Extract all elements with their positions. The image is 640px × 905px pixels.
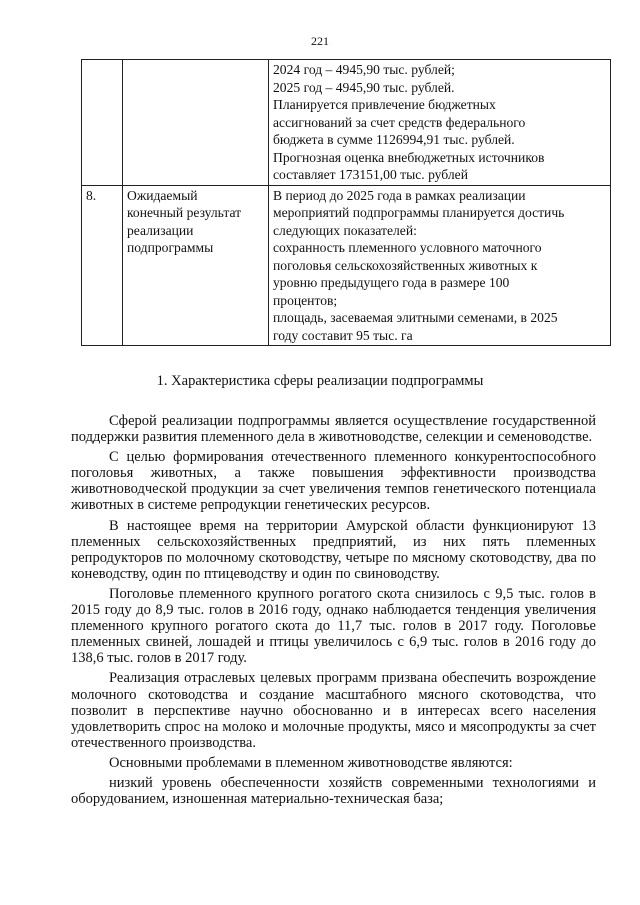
content-line: процентов;	[273, 292, 338, 308]
row-content-cell	[269, 185, 611, 346]
content-line: 2024 год – 4945,90 тыс. рублей;	[273, 62, 455, 77]
content-line: поголовья сельскохозяйственных животных к	[273, 257, 538, 273]
row-number-cell	[82, 60, 123, 186]
table-row	[82, 60, 611, 186]
label-line: конечный результат	[127, 205, 242, 220]
label-line: Ожидаемый	[127, 187, 198, 203]
paragraph: Реализация отраслевых целевых программ призвана обеспечить возрождение молочного скотоводства и создание масштабного мясного скотоводства, что позволит в перспективе научно обоснованно и в интересах всего населения удовлетворить спрос на молоко и молочные продукты, мясо и мясопродукты за счет отечественного производства.	[71, 670, 596, 751]
row-label-cell	[123, 60, 269, 186]
paragraph: Сферой реализации подпрограммы является осуществление государственной поддержки развития племенного дела в животноводстве, селекции и семеноводстве.	[71, 413, 596, 446]
content-line: мероприятий подпрограммы планируется достичь	[273, 205, 565, 220]
row-number-cell: 8.	[82, 185, 123, 346]
paragraph: Основными проблемами в племенном животноводстве являются:	[109, 754, 513, 771]
paragraph: В настоящее время на территории Амурской области функционируют 13 племенных сельскохозяйственных предприятий, из них пять племенных репродукторов по молочному скотоводству, четыре по мясному скотоводству, два по коневодству, один по птицеводству и один по свиноводству.	[71, 517, 596, 582]
paragraph: С целью формирования отечественного племенного конкурентоспособного поголовья животных, а также повышения эффективности производства животноводческой продукции за счет увеличения темпов генетического потенциала животных в системе репродукции генетических ресурсов.	[71, 449, 596, 514]
content-line: бюджета в сумме 1126994,91 тыс. рублей.	[273, 132, 515, 147]
label-line: подпрограммы	[127, 240, 214, 255]
subprogram-passport-table	[81, 59, 611, 346]
content-line: площадь, засеваемая элитными семенами, в 2025	[273, 310, 558, 325]
row-label-cell	[123, 185, 269, 346]
paragraph: низкий уровень обеспеченности хозяйств современными технологиями и оборудованием, изношенная материально-техническая база;	[71, 774, 596, 808]
content-line: следующих показателей:	[273, 222, 417, 238]
content-line: В период до 2025 года в рамках реализации	[273, 187, 526, 203]
content-line: 2025 год – 4945,90 тыс. рублей.	[273, 79, 455, 95]
content-line: составляет 173151,00 тыс. рублей	[273, 167, 468, 182]
content-line: ассигнований за счет средств федерального	[273, 114, 526, 130]
label-line: реализации	[127, 222, 194, 238]
row-content-cell	[269, 60, 611, 186]
section-heading: 1. Характеристика сферы реализации подпрограммы	[156, 373, 484, 389]
content-line: уровню предыдущего года в размере 100	[273, 275, 510, 290]
content-line: году составит 95 тыс. га	[273, 327, 413, 343]
body-text	[71, 413, 596, 811]
content-line: Планируется привлечение бюджетных	[273, 97, 496, 112]
content-line: сохранность племенного условного маточного	[273, 240, 542, 255]
content-line: Прогнозная оценка внебюджетных источников	[273, 149, 545, 165]
table-row	[82, 185, 611, 346]
page-number: 221	[311, 34, 329, 48]
paragraph: Поголовье племенного крупного рогатого скота снизилось с 9,5 тыс. голов в 2015 году до 8,9 тыс. голов в 2016 году, однако наблюдается тенденция увеличения племенного крупного рогатого скота до 11,7 тыс. голов в 2017 году. Поголовье племенных свиней, лошадей и птицы увеличилось с 6,9 тыс. голов в 2016 году до 138,6 тыс. голов в 2017 году.	[71, 585, 596, 667]
